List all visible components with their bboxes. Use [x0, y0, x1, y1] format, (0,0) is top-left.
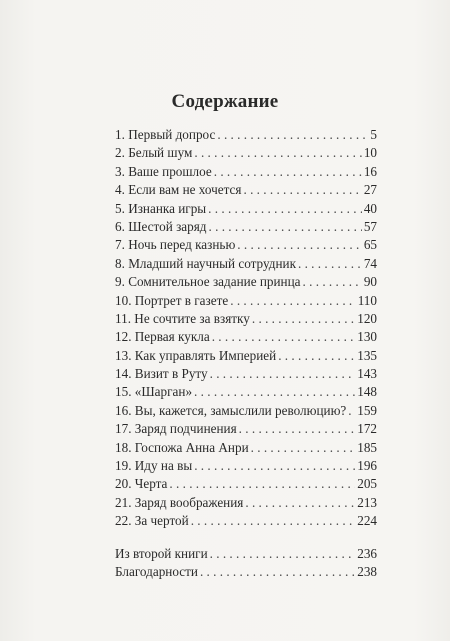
toc-entry	[115, 273, 377, 291]
toc-entry-title: 4. Если вам не хочется	[115, 182, 242, 198]
toc-leader-dots	[251, 439, 356, 457]
toc-entry-title: 2. Белый шум	[115, 145, 193, 161]
toc-leader-dots	[191, 512, 356, 530]
toc-leader-dots	[252, 310, 355, 328]
toc-entry-page-number: 16	[363, 163, 377, 179]
toc-entry-page-number: 172	[357, 421, 377, 437]
toc-entry-page-number: 120	[357, 310, 377, 326]
toc-entry-page-number: 148	[357, 384, 377, 400]
toc-entry	[115, 328, 377, 346]
toc-entry	[115, 402, 377, 420]
toc-entry	[115, 236, 377, 254]
toc-entry-title: Из второй книги	[115, 545, 208, 561]
toc-entry-title: 21. Заряд воображения	[115, 494, 244, 510]
toc-entry-page-number: 40	[363, 200, 377, 216]
page-title: Содержание	[171, 91, 279, 112]
toc-entry	[115, 420, 377, 438]
toc-entry-title: 6. Шестой заряд	[115, 218, 207, 234]
toc-entry-title: 1. Первый допрос	[115, 127, 216, 142]
toc-entry	[115, 200, 377, 218]
toc-entry	[115, 512, 377, 530]
toc-leader-dots	[217, 126, 368, 144]
toc-leader-dots	[210, 545, 356, 563]
toc-entry-title: 7. Ночь перед казнью	[115, 237, 236, 253]
toc-entry	[115, 439, 377, 457]
toc-entry-title: 5. Изнанка игры	[115, 200, 207, 216]
toc-entry	[115, 255, 377, 273]
toc-entry	[115, 310, 377, 328]
toc-entry-title: 11. Не сочтите за взятку	[115, 310, 250, 326]
toc-entry	[115, 383, 377, 401]
toc-leader-dots	[194, 383, 355, 401]
appendix-list	[115, 545, 377, 582]
toc-leader-dots	[243, 181, 361, 199]
toc-entry-title: 22. За чертой	[115, 513, 189, 529]
toc-leader-dots	[230, 292, 355, 310]
toc-entry-title: 14. Визит в Руту	[115, 366, 208, 382]
toc-entry-page-number: 130	[357, 329, 377, 345]
toc-leader-dots	[303, 273, 362, 291]
toc-leader-dots	[298, 255, 362, 273]
toc-leader-dots	[348, 402, 355, 420]
toc-leader-dots	[169, 475, 355, 493]
toc-leader-dots	[210, 365, 356, 383]
toc-entry-title: 20. Черта	[115, 476, 168, 492]
toc-leader-dots	[278, 347, 355, 365]
toc-entry	[115, 163, 377, 181]
toc-entry-title: 3. Ваше прошлое	[115, 163, 212, 179]
toc-leader-dots	[194, 144, 361, 162]
toc-entry	[115, 347, 377, 365]
table-of-contents	[115, 126, 377, 581]
toc-entry-page-number: 110	[357, 292, 377, 308]
toc-leader-dots	[194, 457, 355, 475]
toc-entry-page-number: 205	[357, 476, 377, 492]
toc-entry-page-number: 159	[357, 402, 377, 418]
section-gap	[115, 531, 377, 545]
toc-leader-dots	[237, 236, 362, 254]
toc-entry-title: 12. Первая кукла	[115, 329, 210, 345]
toc-entry	[115, 563, 377, 581]
toc-entry-page-number: 224	[357, 513, 377, 529]
toc-leader-dots	[209, 218, 362, 236]
toc-entry	[115, 545, 377, 563]
toc-entry-title: Благодарности	[115, 563, 198, 579]
toc-entry	[115, 494, 377, 512]
toc-entry-page-number: 238	[357, 563, 377, 579]
toc-entry-title: 17. Заряд подчинения	[115, 421, 237, 437]
toc-entry	[115, 218, 377, 236]
toc-leader-dots	[208, 200, 362, 218]
toc-entry-page-number: 236	[357, 545, 377, 561]
toc-entry-title: 8. Младший научный сотрудник	[115, 255, 296, 271]
toc-leader-dots	[212, 328, 356, 346]
toc-entry-page-number: 74	[363, 255, 377, 271]
toc-entry-title: 13. Как управлять Империей	[115, 347, 277, 363]
toc-entry-title: 15. «Шарган»	[115, 384, 193, 400]
toc-entry-title: 18. Госпожа Анна Анри	[115, 439, 249, 455]
toc-leader-dots	[245, 494, 355, 512]
toc-entry	[115, 126, 377, 144]
toc-entry	[115, 365, 377, 383]
toc-entry-page-number: 213	[357, 494, 377, 510]
toc-entry-title: 19. Иду на вы	[115, 458, 193, 474]
toc-entry	[115, 144, 377, 162]
toc-entry-page-number: 185	[357, 439, 377, 455]
toc-entry	[115, 475, 377, 493]
toc-entry-page-number: 5	[370, 127, 377, 142]
toc-leader-dots	[214, 163, 362, 181]
toc-entry-page-number: 10	[363, 145, 377, 161]
toc-entry-page-number: 135	[357, 347, 377, 363]
toc-entry-page-number: 196	[357, 458, 377, 474]
toc-entry	[115, 292, 377, 310]
chapter-list	[115, 126, 377, 531]
toc-entry	[115, 181, 377, 199]
toc-entry	[115, 457, 377, 475]
toc-entry-title: 16. Вы, кажется, замыслили революцию?	[115, 402, 347, 418]
toc-entry-title: 10. Портрет в газете	[115, 292, 229, 308]
toc-entry-title: 9. Сомнительное задание принца	[115, 274, 301, 290]
toc-leader-dots	[200, 563, 355, 581]
toc-entry-page-number: 65	[363, 237, 377, 253]
toc-entry-page-number: 27	[363, 182, 377, 198]
toc-entry-page-number: 143	[357, 366, 377, 382]
toc-leader-dots	[239, 420, 356, 438]
toc-entry-page-number: 57	[363, 218, 377, 234]
toc-entry-page-number: 90	[363, 274, 377, 290]
